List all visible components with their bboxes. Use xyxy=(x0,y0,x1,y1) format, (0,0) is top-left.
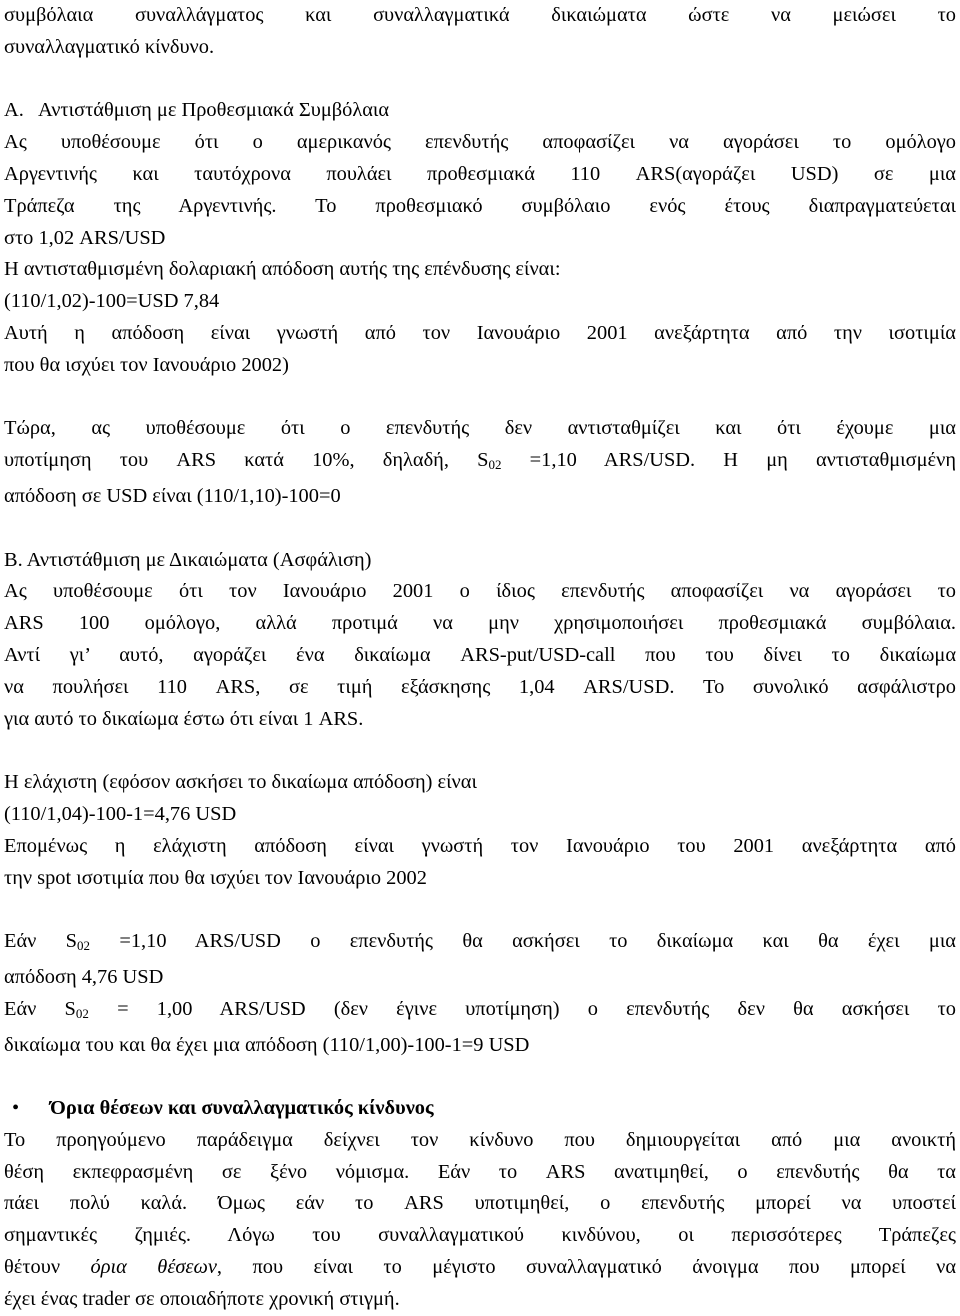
spacer xyxy=(4,513,956,545)
text-line-5: Αργεντινής και ταυτόχρονα πουλάει προθεσμιακά 110 ARS(αγοράζει USD) σε μια xyxy=(4,162,956,185)
document-page xyxy=(4,0,956,1316)
text-line-25: Εάν $S_{02} =1,10$ ARS/USD ο επενδυτής θα ασκήσει το δικαίωμα και θα έχει μια xyxy=(4,930,956,954)
text-line-24: την spot ισοτιμία που θα ισχύει τον Ιανουάριο 2002 xyxy=(4,866,427,889)
text-line-7: στο 1,02 ARS/USD xyxy=(4,226,166,249)
spacer xyxy=(4,64,956,96)
text-line-2: συναλλαγματικό κίνδυνο. xyxy=(4,35,215,58)
text-line-12: Τώρα, ας υποθέσουμε ότι ο επενδυτής δεν αντισταθμίζει και ότι έχουμε μια xyxy=(4,417,956,440)
text-line-34: θέτουν όρια θέσεων, που είναι το μέγιστο συναλλαγματικό άνοιγμα που μπορεί να xyxy=(4,1256,956,1279)
bullet-heading: • Όρια θέσεων και συναλλαγματικός κίνδυνος xyxy=(4,1093,956,1125)
text-line-33: σημαντικές ζημιές. Λόγω του συναλλαγματικού κινδύνου, οι περισσότερες Τράπεζες xyxy=(4,1224,956,1247)
text-line-19: να πουλήσει 110 ARS, σε τιμή εξάσκησης 1,04 ARS/USD. Το συνολικό ασφάλιστρο xyxy=(4,675,956,698)
section-a-heading: Α. Αντιστάθμιση με Προθεσμιακά Συμβόλαια xyxy=(4,99,390,122)
text-line-6: Τράπεζα της Αργεντινής. Το προθεσμιακό συμβόλαιο ενός έτους διαπραγματεύεται xyxy=(4,194,956,217)
text-line-10: Αυτή η απόδοση είναι γνωστή από τον Ιανουάριο 2001 ανεξάρτητα από την ισοτιμία xyxy=(4,321,956,344)
spacer xyxy=(4,1061,956,1093)
text-line-28: δικαίωμα του και θα έχει μια απόδοση (110/1,00)-100-1=9 USD xyxy=(4,1033,530,1056)
text-line-30: Το προηγούμενο παράδειγμα δείχνει τον κίνδυνο που δημιουργείται από μια ανοικτή xyxy=(4,1128,956,1151)
spacer xyxy=(4,382,956,414)
text-line-35: έχει ένας trader σε οποιαδήποτε χρονική στιγμή. xyxy=(4,1287,400,1310)
formula-option: (110/1,04)-100-1=4,76 USD xyxy=(4,802,237,825)
section-b-heading: Β. Αντιστάθμιση με Δικαιώματα (Ασφάλιση) xyxy=(4,548,372,571)
text-line-4: Ας υποθέσουμε ότι ο αμερικανός επενδυτής αποφασίζει να αγοράσει το ομόλογο xyxy=(4,131,956,154)
text-line-13: υποτίμηση του ARS κατά 10%, δηλαδή, $S_{02} =1,10$ ARS/USD. Η μη αντισταθμισμένη xyxy=(4,449,957,473)
text-line-14: απόδοση σε USD είναι (110/1,10)-100=0 xyxy=(4,484,341,507)
text-line-27: Εάν $S_{02} = 1,00$ ARS/USD (δεν έγινε υποτίμηση) ο επενδυτής δεν θα ασκήσει το xyxy=(4,997,956,1021)
text-line-16: Ας υποθέσουμε ότι τον Ιανουάριο 2001 ο ίδιος επενδυτής αποφασίζει να αγοράσει το xyxy=(4,580,956,603)
text-line-20: για αυτό το δικαίωμα έστω ότι είναι 1 ARS. xyxy=(4,707,364,730)
text-line-18: Αντί γι’ αυτό, αγοράζει ένα δικαίωμα ARS-put/USD-call που του δίνει το δικαίωμα xyxy=(4,643,956,666)
text-line-17: ARS 100 ομόλογο, αλλά προτιμά να μην χρησιμοποιήσει προθεσμιακά συμβόλαια. xyxy=(4,612,956,635)
text-line-1: συμβόλαια συναλλάγματος και συναλλαγματικά δικαιώματα ώστε να μειώσει το xyxy=(4,4,956,26)
text-line-23: Επομένως η ελάχιστη απόδοση είναι γνωστή τον Ιανουάριο του 2001 ανεξάρτητα από xyxy=(4,834,956,857)
text-line-26: απόδοση 4,76 USD xyxy=(4,965,164,988)
text-line-31: θέση εκπεφρασμένη σε ξένο νόμισμα. Εάν το ARS ανατιμηθεί, ο επενδυτής θα τα xyxy=(4,1160,956,1183)
spacer xyxy=(4,894,956,926)
formula-forward: (110/1,02)-100=USD 7,84 xyxy=(4,290,220,313)
text-line-21: Η ελάχιστη (εφόσον ασκήσει το δικαίωμα απόδοση) είναι xyxy=(4,771,477,794)
text-line-8: Η αντισταθμισμένη δολαριακή απόδοση αυτής της επένδυσης είναι: xyxy=(4,258,561,281)
bullet-icon: • xyxy=(12,1097,20,1120)
spacer xyxy=(4,735,956,767)
text-line-11: που θα ισχύει τον Ιανουάριο 2002) xyxy=(4,353,289,376)
text-line-32: πάει πολύ καλά. Όμως εάν το ARS υποτιμηθεί, ο επενδυτής μπορεί να υποστεί xyxy=(4,1192,956,1215)
